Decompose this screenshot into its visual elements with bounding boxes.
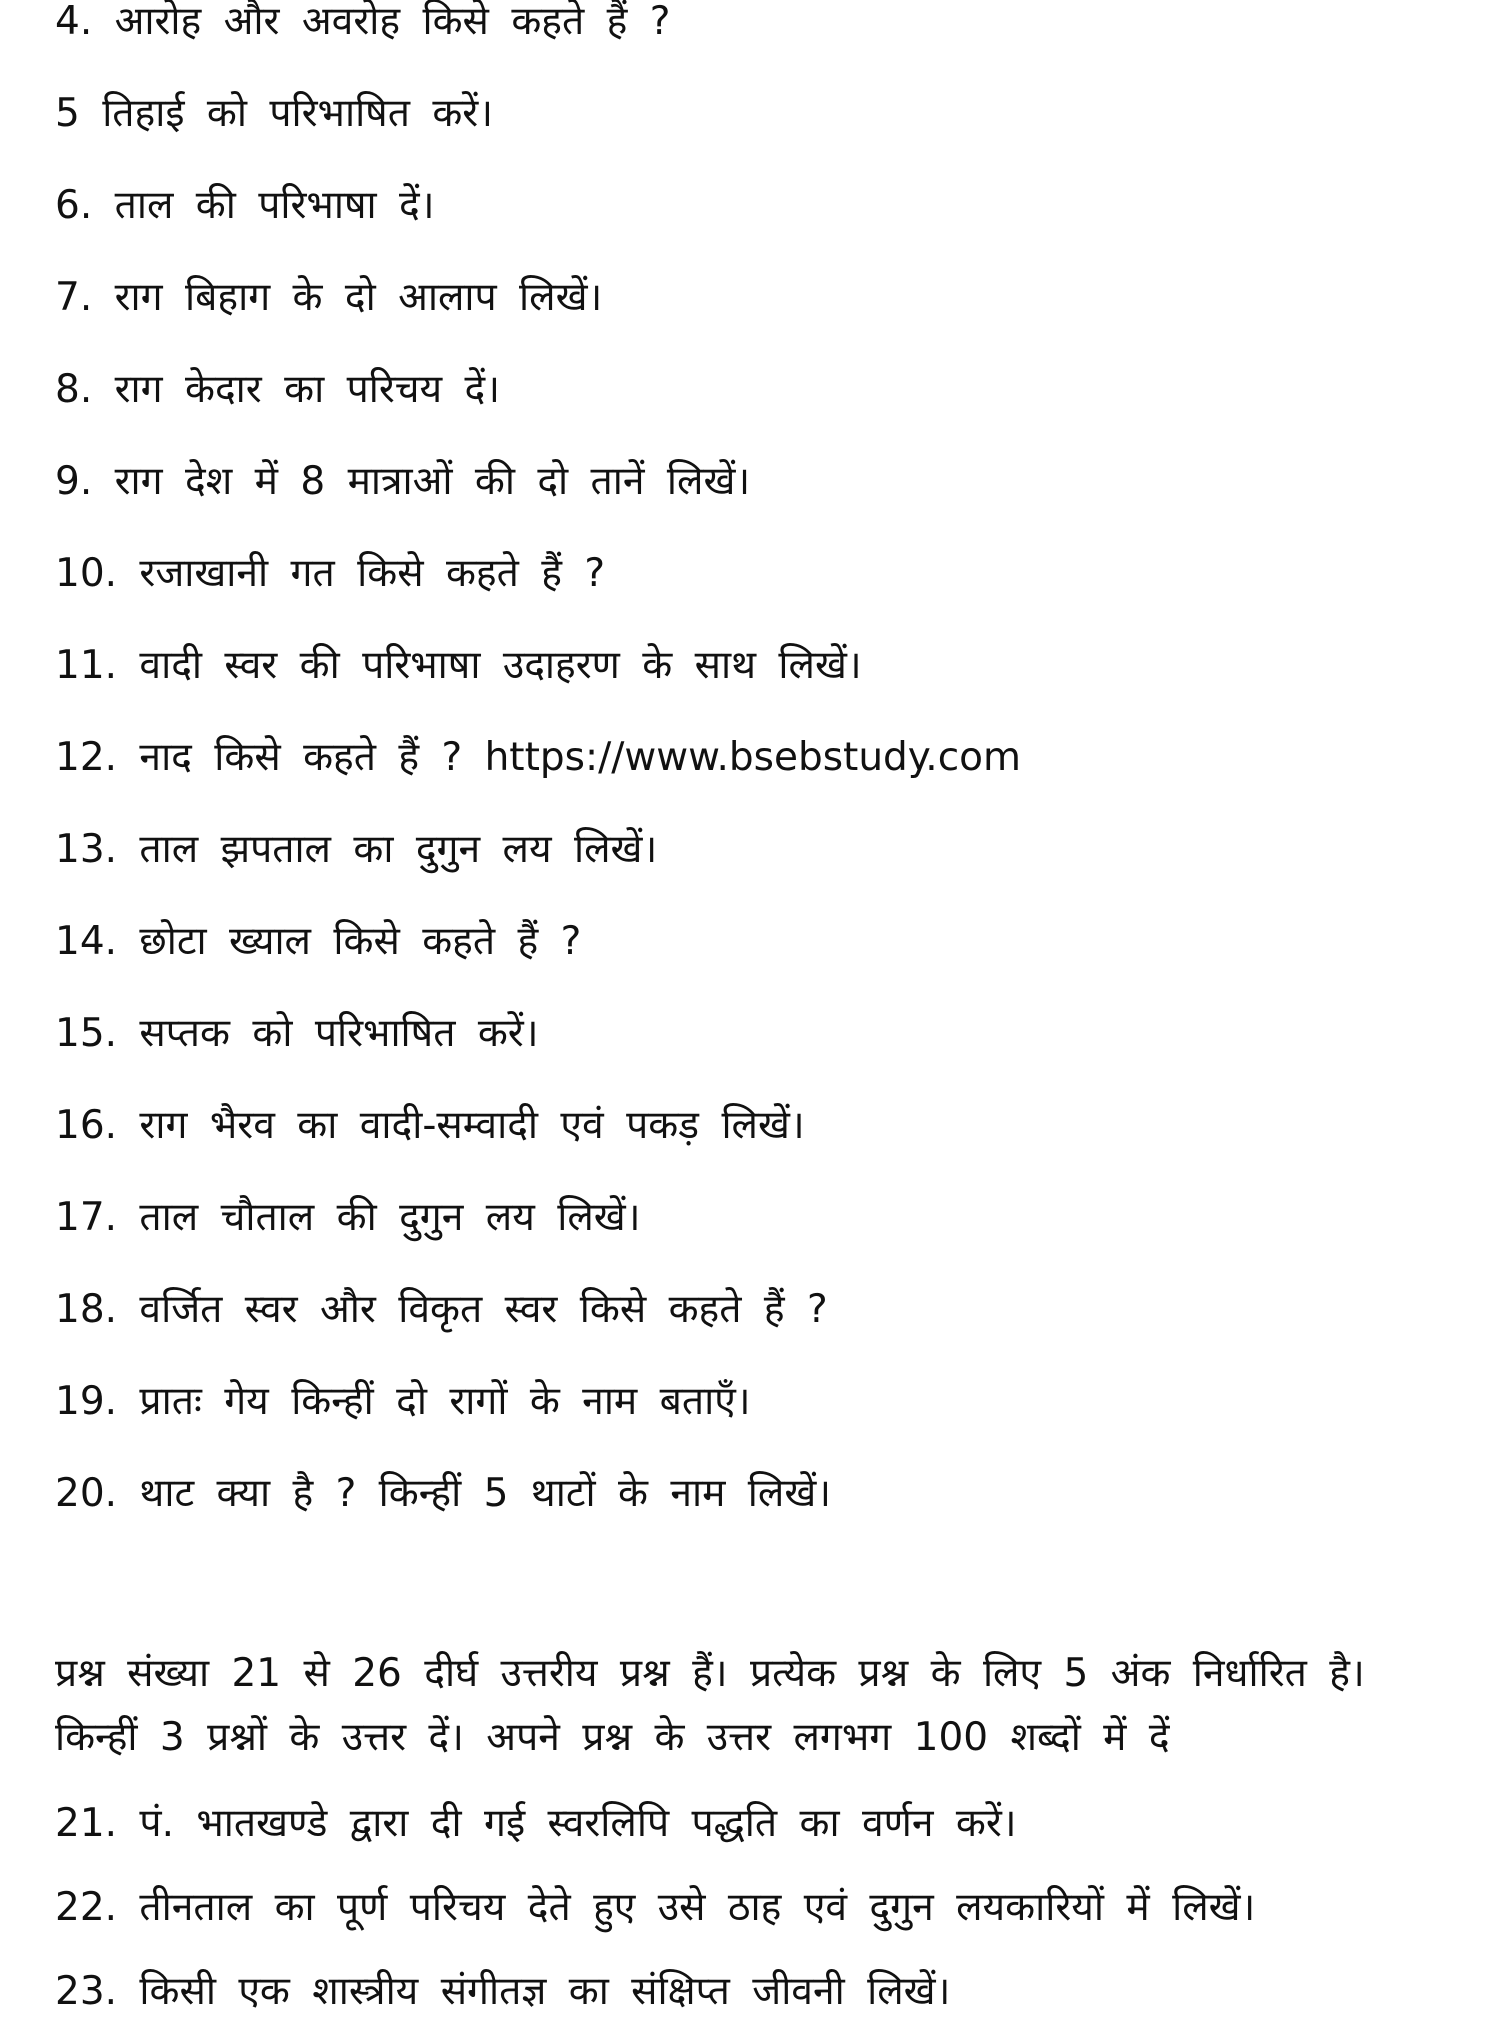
long-answer-instruction-line-2: किन्हीं 3 प्रश्नों के उत्तर दें। अपने प्रश्न के उत्तर लगभग 100 शब्दों में दें — [55, 1715, 1170, 1760]
question-9: 9. राग देश में 8 मात्राओं की दो तानें लिखें। — [55, 459, 751, 504]
question-10: 10. रजाखानी गत किसे कहते हैं ? — [55, 551, 606, 596]
question-12: 12. नाद किसे कहते हैं ? https://www.bsebstudy.com — [55, 735, 1021, 780]
question-11: 11. वादी स्वर की परिभाषा उदाहरण के साथ लिखें। — [55, 643, 862, 688]
question-23: 23. किसी एक शास्त्रीय संगीतज्ञ का संक्षिप्त जीवनी लिखें। — [55, 1969, 951, 2014]
question-18: 18. वर्जित स्वर और विकृत स्वर किसे कहते हैं ? — [55, 1287, 828, 1332]
long-answer-instruction-line-1: प्रश्न संख्या 21 से 26 दीर्घ उत्तरीय प्रश्न हैं। प्रत्येक प्रश्न के लिए 5 अंक निर्धारित है। — [55, 1651, 1365, 1696]
question-20: 20. थाट क्या है ? किन्हीं 5 थाटों के नाम लिखें। — [55, 1471, 832, 1516]
question-8: 8. राग केदार का परिचय दें। — [55, 367, 501, 412]
question-22: 22. तीनताल का पूर्ण परिचय देते हुए उसे ठाह एवं दुगुन लयकारियों में लिखें। — [55, 1885, 1256, 1930]
question-5: 5 तिहाई को परिभाषित करें। — [55, 91, 494, 136]
question-4: 4. आरोह और अवरोह किसे कहते हैं ? — [55, 0, 671, 44]
question-19: 19. प्रातः गेय किन्हीं दो रागों के नाम बताएँ। — [55, 1379, 751, 1424]
question-7: 7. राग बिहाग के दो आलाप लिखें। — [55, 275, 603, 320]
question-6: 6. ताल की परिभाषा दें। — [55, 183, 435, 228]
question-14: 14. छोटा ख्याल किसे कहते हैं ? — [55, 919, 582, 964]
question-15: 15. सप्तक को परिभाषित करें। — [55, 1011, 539, 1056]
question-16: 16. राग भैरव का वादी-सम्वादी एवं पकड़ लिखें। — [55, 1103, 805, 1148]
question-17: 17. ताल चौताल की दुगुन लय लिखें। — [55, 1195, 641, 1240]
question-13: 13. ताल झपताल का दुगुन लय लिखें। — [55, 827, 658, 872]
question-21: 21. पं. भातखण्डे द्वारा दी गई स्वरलिपि पद्धति का वर्णन करें। — [55, 1801, 1017, 1846]
